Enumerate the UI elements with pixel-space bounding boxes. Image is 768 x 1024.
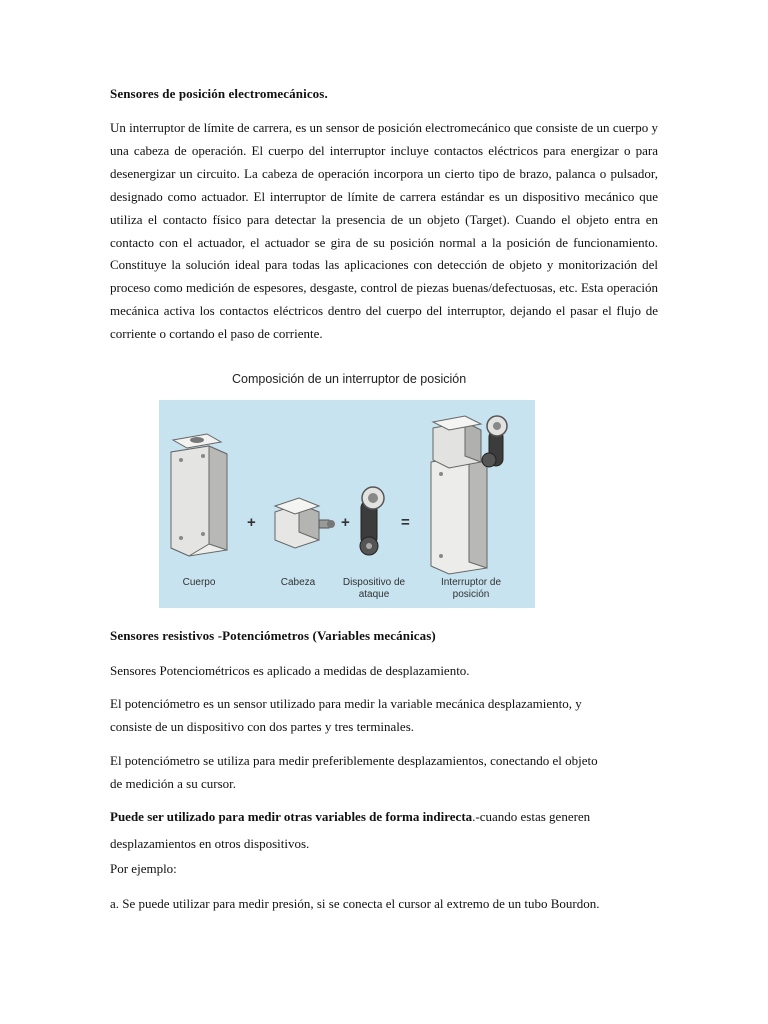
label-dispositivo-line2: ataque [358, 589, 390, 600]
text-line: consiste de un dispositivo con dos partes y tres terminales. [110, 719, 415, 734]
label-cabeza: Cabeza [280, 577, 316, 588]
section-title-electromechanical: Sensores de posición electromecánicos. [110, 86, 328, 101]
head-illustration [275, 498, 335, 548]
text-line: El potenciómetro se utiliza para medir preferiblemente desplazamientos, conectando el objeto [110, 753, 598, 768]
paragraph-limit-switch: Un interruptor de límite de carrera, es un sensor de posición electromecánico que consiste de un cuerpo y una cabeza de operación. El cuerpo del interruptor incluye contactos eléctricos para energizar o para desenergizar un circuito. La cabeza de operación incorpora un cierto tipo de brazo, palanca o pulsador, designado como actuador. El interruptor de límite de carrera estándar es un dispositivo mecánico que utiliza el contacto físico para detectar la presencia de un objeto (Target). Cuando el objeto entra en contacto con el actuador, el actuador se gira de su posición normal a la posición de funcionamiento. Constituye la solución ideal para todas las aplicaciones con detección de objeto y monitorización del proceso como medición de espesores, desgaste, control de piezas buenas/defectuosas, etc. Esta operación mecánica activa los contactos eléctricos dentro del cuerpo del interruptor, dejando el pasar el flujo de corriente o cortando el paso de corriente. [110, 120, 658, 342]
label-dispositivo-line1: Dispositivo de [342, 577, 406, 588]
label-interruptor-line1: Interruptor de [440, 577, 502, 588]
paragraph-indirect-usage-line1 [110, 805, 670, 828]
paragraph-potentiometer-definition [110, 692, 670, 738]
actuator-illustration [360, 487, 384, 555]
bold-text: Puede ser utilizado para medir otras variables de forma indirecta [110, 809, 473, 824]
limit-switch-composition-figure [159, 400, 535, 608]
section-title-resistive-sensors: Sensores resistivos -Potenciómetros (Variables mecánicas) [110, 628, 436, 643]
plus-sign-2: + [341, 514, 350, 531]
assembled-switch-illustration [431, 416, 507, 574]
label-cuerpo: Cuerpo [182, 577, 216, 588]
paragraph-potentiometric: Sensores Potenciométricos es aplicado a medidas de desplazamiento. [110, 663, 470, 678]
paragraph-potentiometer-usage [110, 749, 670, 795]
label-interruptor-line2: posición [452, 589, 490, 600]
plus-sign-1: + [247, 514, 256, 531]
paragraph-example-intro: Por ejemplo: [110, 861, 177, 876]
text-line: El potenciómetro es un sensor utilizado para medir la variable mecánica desplazamiento, y [110, 696, 582, 711]
figure-title: Composición de un interruptor de posición [232, 372, 467, 386]
paragraph-example-a: a. Se puede utilizar para medir presión, si se conecta el cursor al extremo de un tubo Bourdon. [110, 896, 600, 911]
text-line: de medición a su cursor. [110, 776, 236, 791]
equals-sign: = [401, 514, 410, 531]
text-span: .-cuando estas generen [472, 809, 591, 824]
body-illustration [171, 434, 227, 556]
paragraph-indirect-usage-line2: desplazamientos en otros dispositivos. [110, 836, 310, 851]
